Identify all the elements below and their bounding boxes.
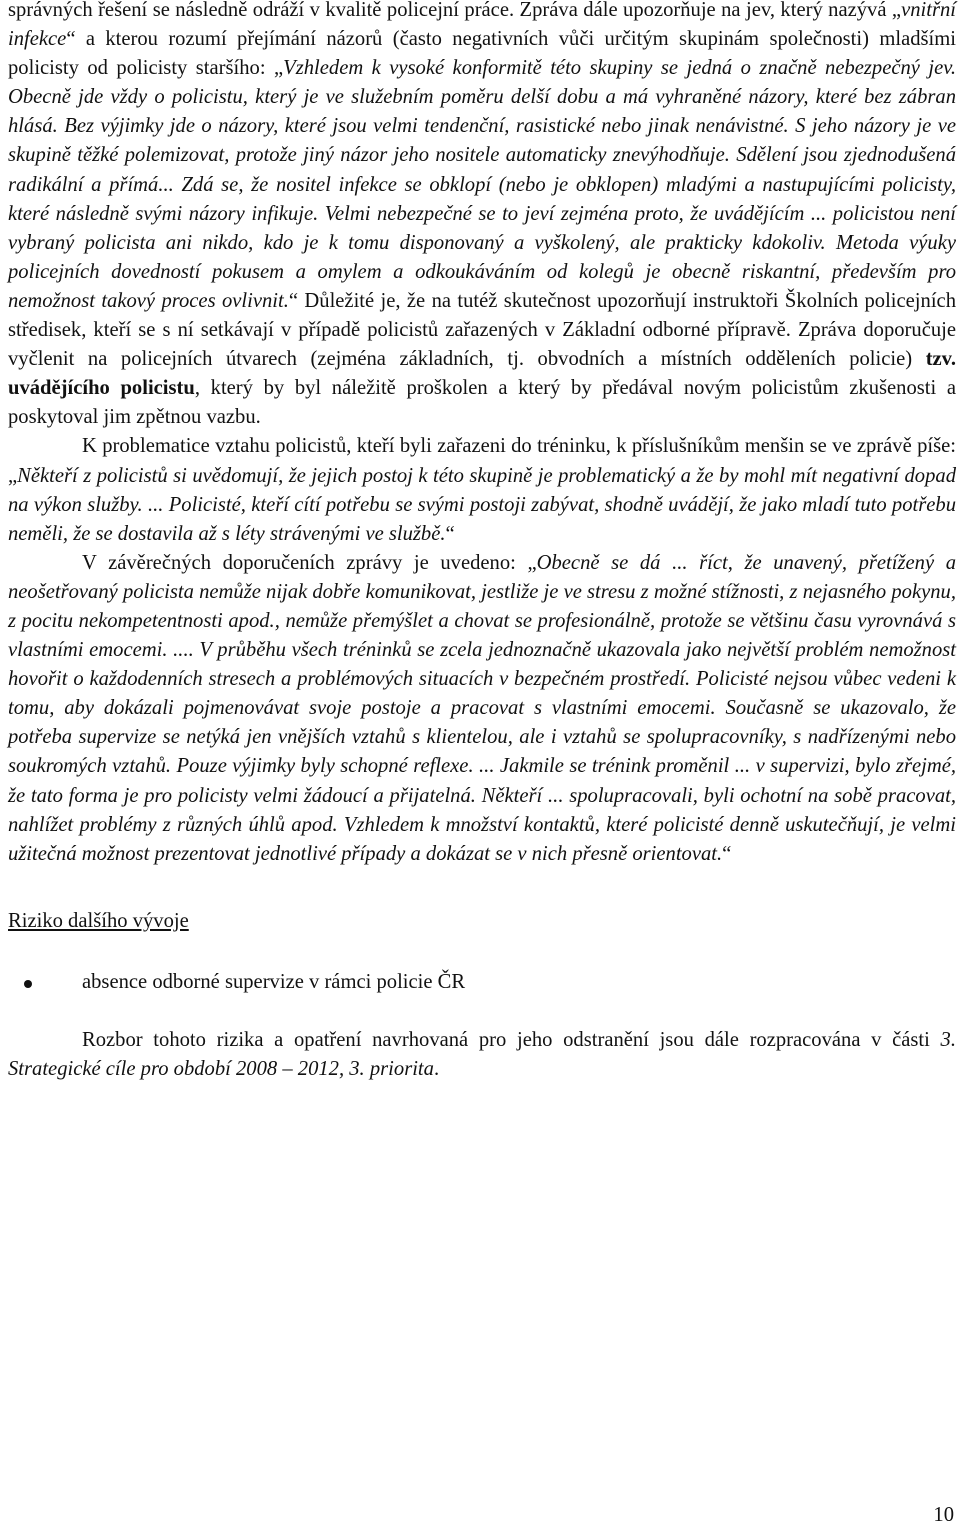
paragraph-text: , který by byl náležitě proškolen a který by předával novým policistům zkušenosti a poskytoval jim zpětnou vazbu. <box>8 377 956 429</box>
quoted-term: vnitřní infekce <box>8 0 956 51</box>
quotation: Obecně se dá ... říct, že unavený, přetížený a neošetřovaný policista nemůže nijak dobře komunikovat, jestliže je ve stresu z možné stížnosti, z nejasného pokynu, z pocitu nekompetentnosti apod., nemůže přemýšlet a chovat se profesionálně, protože se většinu času vyrovnává s vlastními emocemi. .... V průběhu všech tréninků se zcela jednoznačně ukazovala jako největší problém nemožnost hovořit o každodenních stresech a problémových situacích v bezpečném prostředí. Policisté nejsou vůbec vedeni k tomu, aby dokázali pojmenovávat svoje postoje a pracovat s vlastními emocemi. Současně se ukazovalo, že potřeba supervize se netýká jen vnějších vztahů s klientelou, ale i vztahů se spolupracovníky, s nadřízenými nebo soukromých vztahů. Pouze výjimky byly schopné reflexe. ... Jakmile se trénink proměnil ... v supervizi, bylo zřejmé, že tato forma je pro policisty velmi žádoucí a přijatelná. Někteří ... spolupracovali, byli ochotní na sobě pracovat, nahlížet problémy z různých úhlů apod. Vzhledem k množství kontaktů, které policisté denně uskutečňují, je velmi užitečná možnost prezentovat jednotlivé případy a dokázat se v nich přesně orientovat. <box>8 551 956 865</box>
paragraph-internal-infection <box>8 0 956 432</box>
bullet-icon <box>24 980 32 988</box>
paragraph-text: “ <box>722 842 732 865</box>
list-item-text: absence odborné supervize v rámci policie ČR <box>82 970 466 993</box>
bold-term: tzv. uvádějícího policistu <box>8 348 956 400</box>
section-heading: Riziko dalšího vývoje <box>8 909 189 932</box>
paragraph-text: “ a kterou rozumí přejímání názorů (často negativních vůči určitým skupinám společnosti) mladšími policisty od policisty staršího: „ <box>8 28 956 80</box>
paragraph-text: správných řešení se následně odráží v kvalitě policejní práce. Zpráva dále upozorňuje na jev, který nazývá „ <box>8 0 902 21</box>
paragraph-text: V závěrečných doporučeních zprávy je uvedeno: „ <box>82 551 537 574</box>
paragraph-text: Rozbor tohoto rizika a opatření navrhovaná pro jeho odstranění jsou dále rozpracována v části <box>82 1029 941 1051</box>
list-item <box>8 968 956 997</box>
document-page <box>8 0 956 1084</box>
quotation: Vzhledem k vysoké konformitě této skupiny se jedná o značně nebezpečný jev. Obecně jde vždy o policistu, který je ve služebním poměru delší dobu a má vyhraněné názory, které bez zábran hlásá. Bez výjimky jde o názory, které jsou velmi tendenční, rasistické nebo jinak nenávistné. S jeho názory je ve skupině těžké polemizovat, protože jiný názor jeho nositele automaticky znevýhodňuje. Sdělení jsou zjednodušená radikální a přímá... Zdá se, že nositel infekce se obklopí (nebo je obklopen) mladými a nastupujícími policisty, které následně svými názory infikuje. Velmi nebezpečné se to jeví zejména proto, že uvádějícím ... policistou není vybraný policista ani nikdo, kdo je k tomu disponovaný a vyškolený, ale prakticky kdokoliv. Metoda výuky policejních dovedností pokusem a omylem a odkoukáváním od kolegů je obecně riskantní, především pro nemožnost takový proces ovlivnit. <box>8 57 957 312</box>
risk-list <box>8 968 956 997</box>
paragraph-recommendations <box>8 549 956 869</box>
paragraph-minorities <box>8 432 956 548</box>
paragraph-closing <box>8 1026 956 1084</box>
quotation: Někteří z policistů si uvědomují, že jejich postoj k této skupině je problematický a že by mohl mít negativní dopad na výkon služby. ... Policisté, kteří cítí potřebu se svými postoji zabývat, shodně uvádějí, že jako mladí tuto potřebu neměli, že se dostavila až s léty strávenými ve službě. <box>8 464 956 545</box>
paragraph-text: K problematice vztahu policistů, kteří byli zařazeni do tréninku, k příslušníkům menšin se ve zprávě píše: „ <box>8 435 956 487</box>
paragraph-text: “ <box>445 522 455 545</box>
cross-reference: 3. Strategické cíle pro období 2008 – 2012, 3. priorita <box>8 1029 956 1081</box>
paragraph-text: . <box>433 1058 440 1081</box>
page-number: 10 <box>933 1504 954 1526</box>
paragraph-text: “ Důležité je, že na tutéž skutečnost upozorňují instruktoři Školních policejních středisek, kteří se s ní setkávají v případě policistů zařazených v Základní odborné přípravě. Zpráva doporučuje vyčlenit na policejních útvarech (zejména základních, tj. obvodních a místních odděleních policie) <box>8 289 956 371</box>
